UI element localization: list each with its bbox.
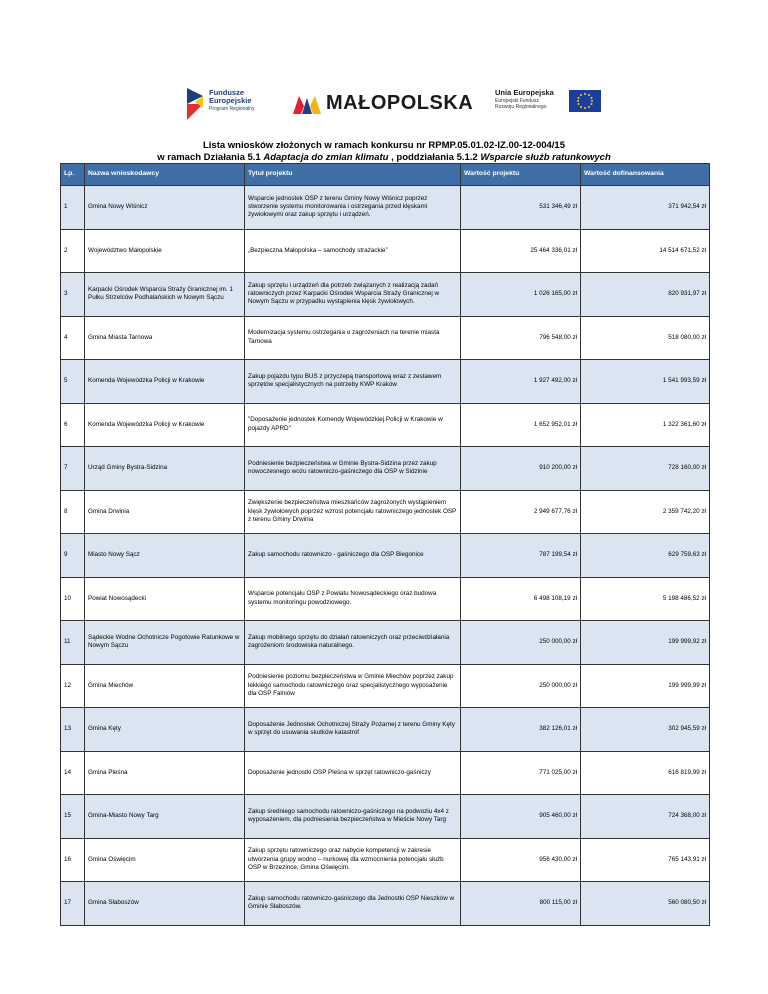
row-project-title: Zakup pojazdu typu BUS z przyczepą transportową wraz z zestawem sprzętów specjalistycznych na potrzeby KWP Kraków [245,360,461,404]
malopolska-mark-icon [293,92,321,114]
row-project-title: Zakup mobilnego sprzętu do działań ratowniczych oraz przeciwdziałania zagrożeniom środowiska naturalnego. [245,621,461,665]
row-cofinancing: 724 368,00 zł [581,795,710,839]
row-project-value: 787 199,54 zł [461,534,581,578]
row-applicant: Miasto Nowy Sącz [85,534,245,578]
row-applicant: Sądeckie Wodne Ochotnicze Pogotowie Ratunkowe w Nowym Sączu [85,621,245,665]
ue-line1: Unia Europejska [495,88,554,97]
table-row [61,403,710,447]
ue-line3: Rozwoju Regionalnego [495,104,547,110]
row-cofinancing: 629 759,63 zł [581,534,710,578]
row-project-title: Zwiększenie bezpieczeństwa mieszkańców zagrożonych wystąpieniem klęsk żywiołowych poprzez wzrost potencjału ratowniczego jednostek OSP z terenu Gminy Drwinia [245,490,461,534]
row-lp: 4 [61,316,85,360]
row-applicant: Gmina Miasta Tarnowa [85,316,245,360]
row-project-title: Podniesienie poziomu bezpieczeństwa w Gminie Miechów poprzez zakup lekkiego samochodu ratowniczego oraz specjalistycznego wyposażenie dla OSP Falniów [245,664,461,708]
table-row [61,795,710,839]
row-project-value: 250 000,00 zł [461,621,581,665]
header-name: Nazwa wnioskodawcy [85,164,245,186]
title-line1: Lista wniosków złożonych w ramach konkursu nr RPMP.05.01.02-IZ.00-12-004/15 [202,140,565,151]
row-applicant: Gmina Drwinia [85,490,245,534]
row-cofinancing: 820 931,97 zł [581,273,710,317]
row-applicant: Powiat Nowosądecki [85,577,245,621]
row-lp: 2 [61,229,85,273]
row-lp: 7 [61,447,85,491]
row-lp: 3 [61,273,85,317]
row-lp: 15 [61,795,85,839]
row-lp: 10 [61,577,85,621]
fe-line1: Fundusze [209,88,244,97]
applications-table [60,163,710,926]
table-row [61,751,710,795]
fe-mark-icon [185,86,207,120]
header-cofin: Wartość dofinansowania [581,164,710,186]
table-row [61,186,710,230]
table-row [61,490,710,534]
row-lp: 8 [61,490,85,534]
table-row [61,534,710,578]
row-lp: 1 [61,186,85,230]
fe-line3: Program Regionalny [209,106,255,112]
table-header-row [61,164,710,186]
row-cofinancing: 1 322 361,60 zł [581,403,710,447]
fe-line2: Europejskie [209,96,252,105]
fundusze-europejskie-logo [185,84,275,124]
row-project-title: Modernizacja systemu ostrzegania o zagrożeniach na terenie miasta Tarnowa [245,316,461,360]
header-title: Tytuł projektu [245,164,461,186]
row-project-title: „Bezpieczna Małopolska – samochody strażackie” [245,229,461,273]
row-cofinancing: 560 080,50 zł [581,882,710,926]
table-row [61,447,710,491]
row-applicant: Gmina Miechów [85,664,245,708]
row-project-title: Zakup średniego samochodu ratowniczo-gaśniczego na podwoziu 4x4 z wyposażeniem, dla podniesienia bezpieczeństwa w Mieście Nowy Targ [245,795,461,839]
table-row [61,621,710,665]
title-line2: w ramach Działania 5.1 Adaptacja do zmian klimatu , poddziałania 5.1.2 Wsparcie służb ratunkowych [157,152,611,163]
row-project-value: 796 548,00 zł [461,316,581,360]
row-applicant: Gmina Oświęcim [85,838,245,882]
row-cofinancing: 765 143,91 zł [581,838,710,882]
header-lp: Lp. [61,164,85,186]
table-row [61,882,710,926]
row-project-value: 2 949 677,76 zł [461,490,581,534]
row-cofinancing: 199 999,99 zł [581,664,710,708]
row-project-value: 25 464 336,01 zł [461,229,581,273]
row-lp: 6 [61,403,85,447]
row-project-title: Zakup samochodu ratowniczo - gaśniczego dla OSP Biegonice [245,534,461,578]
row-cofinancing: 5 198 486,52 zł [581,577,710,621]
row-project-title: "Doposażenie jednostek Komendy Wojewódzkiej Policji w Krakowie w pojazdy APRD" [245,403,461,447]
row-lp: 5 [61,360,85,404]
row-cofinancing: 616 819,99 zł [581,751,710,795]
row-project-value: 800 115,00 zł [461,882,581,926]
row-cofinancing: 728 160,00 zł [581,447,710,491]
row-applicant: Gmina Kęty [85,708,245,752]
logo-bar [185,84,600,124]
malopolska-logo [293,92,473,116]
row-applicant: Gmina Nowy Wiśnicz [85,186,245,230]
table-row [61,316,710,360]
row-project-value: 910 200,00 zł [461,447,581,491]
row-project-value: 1 927 492,00 zł [461,360,581,404]
header-value: Wartość projektu [461,164,581,186]
row-lp: 12 [61,664,85,708]
row-cofinancing: 518 080,00 zł [581,316,710,360]
row-applicant: Województwo Małopolskie [85,229,245,273]
row-project-title: Zakup sprzętu i urządzeń dla potrzeb związanych z realizacją zadań ratowniczych przez Karpacki Ośrodek Wsparcia Straży Granicznej w Nowym Sączu w przypadku wystąpienia klęsk żywiołowych. [245,273,461,317]
document-title [0,140,768,164]
row-project-title: Wsparcie potencjału OSP z Powiatu Nowosądeckiego oraz budowa systemu monitoringu powodziowego. [245,577,461,621]
row-applicant: Gmina Pleśna [85,751,245,795]
row-project-value: 1 652 952,01 zł [461,403,581,447]
row-cofinancing: 14 514 671,52 zł [581,229,710,273]
row-lp: 9 [61,534,85,578]
row-lp: 13 [61,708,85,752]
row-project-title: Podniesienie bezpieczeństwa w Gminie Bystra-Sidzina przez zakup nowoczesnego wozu ratowniczo-gaśniczego dla OSP w Sidzinie [245,447,461,491]
row-project-value: 382 126,01 zł [461,708,581,752]
row-project-value: 771 025,00 zł [461,751,581,795]
row-cofinancing: 1 541 993,59 zł [581,360,710,404]
table-row [61,577,710,621]
row-project-value: 1 026 165,00 zł [461,273,581,317]
row-project-title: Zakup sprzętu ratowniczego oraz nabycie kompetencji w zakresie utworzenia grupy wodno – nurkowej dla wzmocnienia potencjału służb OSP w Brzezince, Gmina Oświęcim. [245,838,461,882]
row-project-value: 250 000,00 zł [461,664,581,708]
row-applicant: Karpacki Ośrodek Wsparcia Straży Granicznej im. 1 Pułku Strzelców Podhalańskich w Nowym Sączu [85,273,245,317]
row-lp: 16 [61,838,85,882]
row-lp: 11 [61,621,85,665]
row-applicant: Gmina-Miasto Nowy Targ [85,795,245,839]
malopolska-text: MAŁOPOLSKA [326,92,474,114]
table-row [61,838,710,882]
table-row [61,229,710,273]
table-row [61,273,710,317]
row-applicant: Komenda Wojewódzka Policji w Krakowie [85,360,245,404]
row-cofinancing: 302 945,59 zł [581,708,710,752]
ue-line2: Europejski Fundusz [495,98,539,104]
row-project-value: 531 346,49 zł [461,186,581,230]
unia-europejska-logo [495,88,605,122]
row-lp: 17 [61,882,85,926]
row-project-title: Zakup samochodu ratowniczo-gaśniczego dla Jednostki OSP Nieszków w Gminie Słaboszów. [245,882,461,926]
row-project-title: Doposażenie jednostki OSP Pleśna w sprzęt ratowniczo-gaśniczy [245,751,461,795]
table-row [61,360,710,404]
row-project-value: 6 498 108,19 zł [461,577,581,621]
row-cofinancing: 2 359 742,20 zł [581,490,710,534]
row-project-title: Doposażenie Jednostek Ochotniczej Straży Pożarnej z terenu Gminy Kęty w sprzęt do usuwania skutków katastrof [245,708,461,752]
row-project-value: 956 430,00 zł [461,838,581,882]
row-cofinancing: 199 999,92 zł [581,621,710,665]
row-applicant: Urząd Gminy Bystra-Sidzina [85,447,245,491]
row-cofinancing: 371 942,54 zł [581,186,710,230]
row-applicant: Komenda Wojewódzka Policji w Krakowie [85,403,245,447]
table-body [61,186,710,926]
row-project-title: Wsparcie jednostek OSP z terenu Gminy Nowy Wiśnicz poprzez stworzenie systemu monitorowania i ostrzegania przed klęskami żywiołowymi oraz zakup sprzętu i urządzeń. [245,186,461,230]
table-row [61,664,710,708]
row-project-value: 905 460,00 zł [461,795,581,839]
row-applicant: Gmina Słaboszów [85,882,245,926]
row-lp: 14 [61,751,85,795]
eu-flag-icon [569,90,601,112]
table-row [61,708,710,752]
